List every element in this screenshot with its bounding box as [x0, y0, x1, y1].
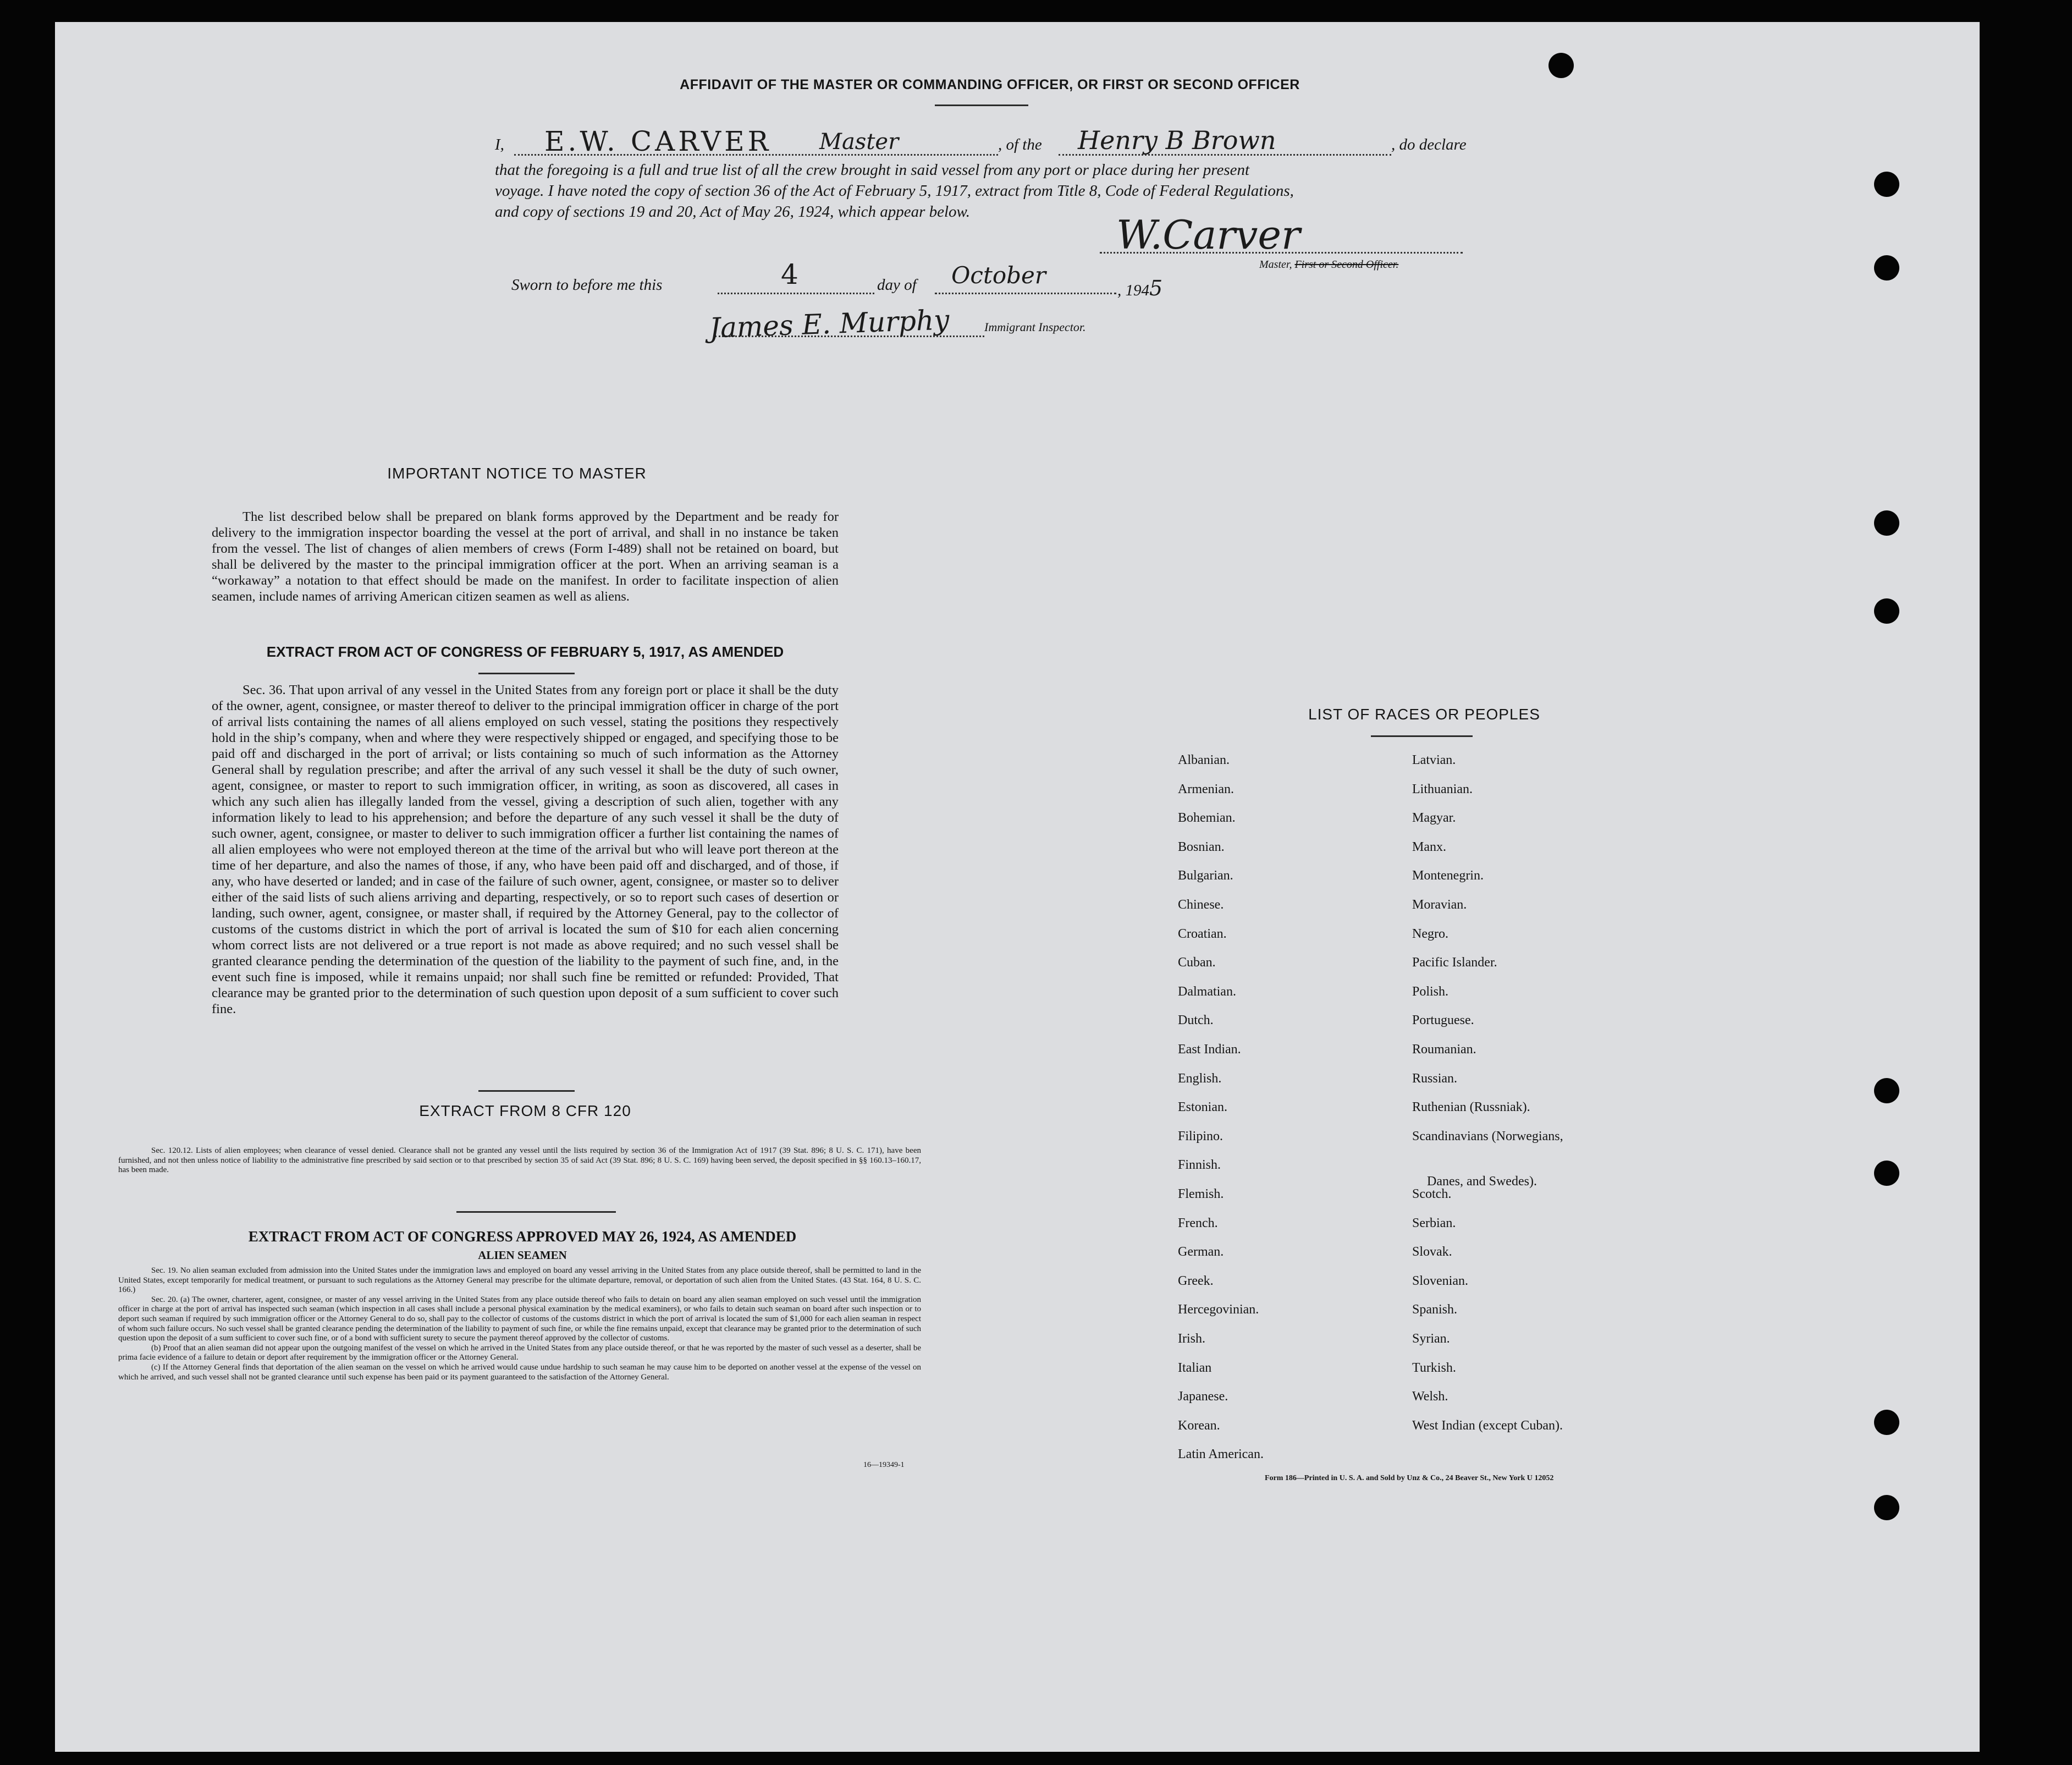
title-rule	[935, 105, 1028, 106]
race-item: French.	[1178, 1216, 1218, 1230]
race-item: Scotch.	[1412, 1187, 1452, 1201]
extract-1917-text: Sec. 36. That upon arrival of any vessel in the United States from any foreign port or place it shall be the duty of the owner, agent, consignee, or master thereof to deliver to the principal immigration officer in charge of the port of arrival lists containing the names of all aliens employed on such vessel, stating the positions they respectively hold in the ship’s company, when and where they were respectively shipped or engaged, and specifying those to be paid off and discharged in the port of arrival; or lists containing so much of such information as the Attorney General shall by regulation prescribe; and after the arrival of any such vessel it shall be the duty of such owner, agent, consignee, or master to report to such immigration officer, in writing, as soon as discovered, all cases in which any such alien has illegally landed from the vessel, giving a description of such alien, together with any information likely to lead to his apprehension; and before the departure of any such vessel it shall be the duty of such owner, agent, consignee, or master to deliver to such immigration officer a further list containing the names of all alien employees who were not employed thereon at the time of the arrival but who will leave port thereon at the time of her departure, and also the names of those, if any, who have been paid off and discharged, and of those, if any, who have deserted or landed; and in case of the failure of such owner, agent, consignee, or master so to deliver either of the said lists of such aliens arriving and departing, respectively, or so to report such cases of desertion or landing, such owner, agent, consignee, or master shall, if required by the Attorney General, pay to the collector of customs of the customs district in which the port of arrival is located the sum of $10 for each alien concerning whom correct lists are not delivered or a true report is not made as above required; and no such vessel shall be granted clearance pending the determination of the question of the liability to the payment of such fine, and, in the event such fine is imposed, while it remains unpaid; nor shall such fine be remitted or refunded: Provided, That clearance may be granted prior to the determination of such question upon deposit of a sum sufficient to cover such fine.	[212, 683, 839, 1016]
race-item: Serbian.	[1412, 1216, 1456, 1230]
race-item: Flemish.	[1178, 1187, 1224, 1201]
race-item: Pacific Islander.	[1412, 955, 1497, 970]
race-item: Japanese.	[1178, 1389, 1228, 1404]
sworn-month: October	[951, 262, 1046, 289]
notice-title: IMPORTANT NOTICE TO MASTER	[387, 465, 647, 482]
punch-hole	[1874, 1410, 1899, 1435]
extract-1924-subtitle: ALIEN SEAMEN	[478, 1249, 567, 1262]
race-item: Scandinavians (Norwegians,	[1412, 1129, 1563, 1143]
punch-hole	[1874, 1078, 1899, 1103]
race-item: Chinese.	[1178, 898, 1224, 912]
race-item: Finnish.	[1178, 1158, 1221, 1173]
notice-text: The list described below shall be prepared on blank forms approved by the Department and be ready for delivery to the immigration inspector boarding the vessel at the port of arrival, and shall in no instance be taken from the vessel. The list of changes of alien members of crews (Form I-489) shall not be retained on board, but shall be delivered by the master to the principal immigration officer at the port. When an arriving seaman is a “workaway” a notation to that effect should be made on the manifest. In order to facilitate inspection of alien seamen, include names of arriving American citizen seamen as well as aliens.	[212, 509, 839, 604]
race-item: Cuban.	[1178, 955, 1216, 970]
year-label	[1117, 276, 1162, 300]
race-item: German.	[1178, 1245, 1224, 1260]
race-item: Hercegovinian.	[1178, 1302, 1259, 1317]
race-item: Armenian.	[1178, 782, 1234, 796]
sec20c-text: (c) If the Attorney General finds that deportation of the alien seaman on the vessel on which he arrived would cause undue hardship to such seaman he may cause him to be deported on another vessel at the expense of the vessel on which he arrived, and such vessel shall not be granted clearance until such expense has been paid or its payment guaranteed to the satisfaction of the Attorney General.	[118, 1362, 921, 1382]
year-digit: 5	[1149, 276, 1163, 300]
race-item: Albanian.	[1178, 753, 1230, 767]
race-item: Ruthenian (Russniak).	[1412, 1100, 1530, 1115]
extract-1917-title: EXTRACT FROM ACT OF CONGRESS OF FEBRUARY 5, 1917, AS AMENDED	[266, 644, 784, 660]
punch-hole	[1874, 598, 1899, 624]
race-item: Manx.	[1412, 839, 1446, 854]
race-item: Roumanian.	[1412, 1042, 1476, 1057]
punch-hole	[1874, 1161, 1899, 1186]
race-item: Bohemian.	[1178, 811, 1236, 826]
sworn-day: 4	[781, 259, 798, 290]
section-rule	[478, 673, 575, 674]
affidavit-title: AFFIDAVIT OF THE MASTER OR COMMANDING OFFICER, OR FIRST OR SECOND OFFICER	[680, 77, 1300, 92]
master-name: E.W. CARVER	[544, 125, 772, 157]
race-item: Italian	[1178, 1360, 1212, 1375]
declaration-text	[495, 160, 1501, 222]
race-item: Irish.	[1178, 1332, 1205, 1346]
day-line	[718, 293, 874, 294]
sec19-text: Sec. 19. No alien seaman excluded from admission into the United States under the immigration laws and employed on board any vessel arriving in the United States from any place outside thereof, shall be permitted to land in the United States, except temporarily for medical treatment, or pursuant to such regulations as the Attorney General may prescribe for the ultimate departure, removal, or deportation of such alien from the United States. (43 Stat. 164, 8 U. S. C. 166.)	[118, 1266, 921, 1295]
affidavit-intro: I,	[495, 136, 504, 153]
section-rule	[478, 1090, 575, 1092]
inspector-signature: James E. Murphy	[709, 304, 950, 344]
form-footer: Form 186—Printed in U. S. A. and Sold by Unz & Co., 24 Beaver St., New York U 12052	[1265, 1474, 1554, 1482]
punch-hole	[1874, 1495, 1899, 1520]
races-title: LIST OF RACES OR PEOPLES	[1308, 706, 1540, 723]
sec20a-text: Sec. 20. (a) The owner, charterer, agent, consignee, or master of any vessel arriving in the United States from any place outside thereof who fails to detain on board any alien seaman employed on such vessel until the immigration officer in charge at the port of arrival has inspected such seaman (which inspection in all cases shall include a personal physical examination by the medical examiners), or who fails to detain such seaman on board after such inspection or to deport such seaman if required by such immigration officer or the Attorney General to do so, shall pay to the collector of customs of the customs district in which the port of arrival is located the sum of $1,000 for each alien seaman in respect of whom such failure occurs. No such vessel shall be granted clearance pending the determination of the liability to payment of such fine, or while the fine remains unpaid, except that clearance may be granted prior to the determination of such question upon the deposit of a sum sufficient to cover such fine, or of a bond with sufficient surety to secure the payment thereof approved by the collector of customs.	[118, 1295, 921, 1343]
race-item: Korean.	[1178, 1418, 1220, 1433]
race-item: Spanish.	[1412, 1302, 1458, 1317]
vessel-name: Henry B Brown	[1078, 125, 1276, 155]
master-rank: Master	[819, 129, 899, 155]
race-item: Welsh.	[1412, 1389, 1448, 1404]
notice-body	[212, 509, 839, 604]
section-rule	[456, 1211, 616, 1213]
race-item: Dalmatian.	[1178, 984, 1236, 999]
inspector-label: Immigrant Inspector.	[984, 320, 1086, 334]
extract-cfr-text: Sec. 120.12. Lists of alien employees; when clearance of vessel denied. Clearance shall not be granted any vessel until the lists required by section 36 of the Immigration Act of 1917 (39 Stat. 896; 8 U. S. C. 171), have been furnished, and not then unless notice of liability to the administrative fine prescribed by said section or to that prescribed by section 35 of said Act (39 Stat. 896; 8 U. S. C. 169) having been served, the deposit specified in §§ 160.13–160.17, has been made.	[118, 1146, 921, 1175]
signature-caption	[1259, 259, 1398, 271]
extract-1917-body	[212, 682, 839, 1017]
race-item: Magyar.	[1412, 811, 1456, 826]
race-item: Bulgarian.	[1178, 868, 1233, 883]
sworn-label: Sworn to before me this	[511, 276, 663, 294]
race-item: English.	[1178, 1071, 1222, 1086]
punch-hole	[1874, 255, 1899, 281]
race-item: Russian.	[1412, 1071, 1458, 1086]
race-item: Portuguese.	[1412, 1013, 1474, 1028]
race-item: Montenegrin.	[1412, 868, 1484, 883]
race-item: Dutch.	[1178, 1013, 1214, 1028]
punch-hole	[1549, 53, 1574, 78]
form-code: 16—19349-1	[863, 1461, 905, 1469]
declaration-line-3: voyage. I have noted the copy of section 36 of the Act of February 5, 1917, extract from Title 8, Code of Federal Regulations,	[495, 182, 1294, 200]
do-declare-label: , do declare	[1391, 136, 1467, 153]
punch-hole	[1874, 172, 1899, 197]
race-item: Filipino.	[1178, 1129, 1224, 1143]
extract-1924-body	[118, 1266, 921, 1382]
race-item: Bosnian.	[1178, 839, 1225, 854]
race-item: Turkish.	[1412, 1360, 1456, 1375]
race-item: East Indian.	[1178, 1042, 1241, 1057]
caption-master: Master,	[1259, 259, 1292, 271]
master-signature: W.Carver	[1116, 212, 1300, 258]
year-prefix: , 194	[1117, 282, 1149, 299]
day-of-label: day of	[877, 276, 917, 294]
race-item: Slovenian.	[1412, 1273, 1468, 1288]
race-item: Polish.	[1412, 984, 1449, 999]
declaration-line-4: and copy of sections 19 and 20, Act of May 26, 1924, which appear below.	[495, 203, 970, 221]
declaration-line-2: that the foregoing is a full and true list of all the crew brought in said vessel from any port or place during her present	[495, 161, 1250, 179]
race-item: Lithuanian.	[1412, 782, 1473, 796]
extract-1924-title: EXTRACT FROM ACT OF CONGRESS APPROVED MAY 26, 1924, AS AMENDED	[248, 1228, 797, 1245]
caption-struck: First or Second Officer.	[1294, 259, 1399, 271]
race-item: Estonian.	[1178, 1100, 1227, 1115]
race-item: Croatian.	[1178, 926, 1227, 941]
race-item: West Indian (except Cuban).	[1412, 1418, 1563, 1433]
race-item: Moravian.	[1412, 898, 1467, 912]
races-rule	[1371, 735, 1473, 737]
race-item: Latvian.	[1412, 753, 1456, 767]
race-item: Slovak.	[1412, 1245, 1452, 1260]
race-item: Danes, and Swedes).	[1427, 1174, 1537, 1189]
extract-cfr-title: EXTRACT FROM 8 CFR 120	[419, 1102, 631, 1119]
race-item: Latin American.	[1178, 1447, 1264, 1462]
extract-cfr-body	[118, 1146, 921, 1175]
race-item: Negro.	[1412, 926, 1448, 941]
month-line	[935, 293, 1116, 294]
race-item: Greek.	[1178, 1273, 1214, 1288]
sec20b-text: (b) Proof that an alien seaman did not appear upon the outgoing manifest of the vessel on which he arrived in the United States from any place outside thereof, or that he was reported by the master of such vessel as a deserter, shall be prima facie evidence of a failure to detain or deport after requirement by the immigration officer or the Attorney General.	[118, 1343, 921, 1362]
punch-hole	[1874, 510, 1899, 536]
race-item: Syrian.	[1412, 1332, 1450, 1346]
of-the-label: , of the	[998, 136, 1042, 153]
